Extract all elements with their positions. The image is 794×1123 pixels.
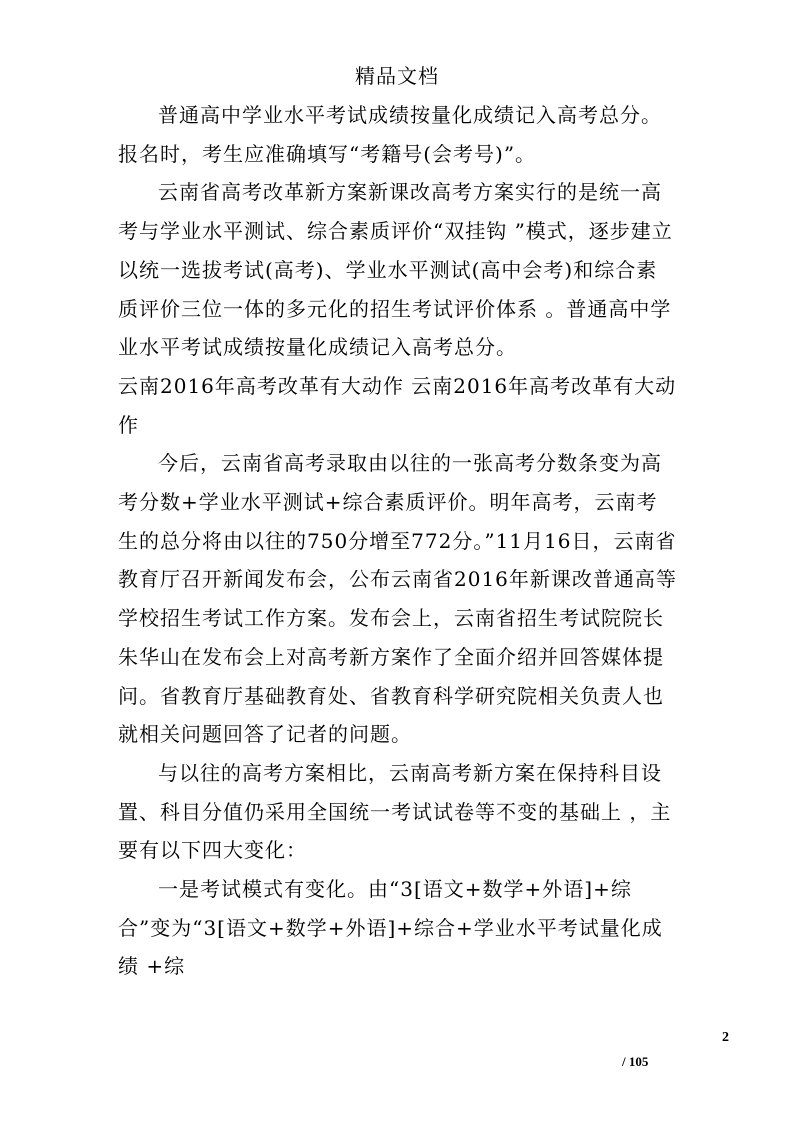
document-body (118, 96, 678, 986)
paragraph-title: 云南2016年高考改革有大动作 云南2016年高考改革有大动作 (118, 373, 677, 437)
paragraph-3: 今后，云南省高考录取由以往的一张高考分数条变为高考分数+学业水平测试+综合素质评价。明年高考，云南考生的总分将由以往的750分增至772分。”11月16日，云南省教育厅召开新闻发布会，公布云南省2016年新课改普通高等学校招生考试工作方案。发布会上，云南省招生考试院院长朱华山在发布会上对高考新方案作了全面介绍并回答媒体提问。省教育厅基础教育处、省教育科学研究院相关负责人也就相关问题回答了记者的问题。 (118, 451, 677, 747)
page-header: 精品文档 (355, 64, 439, 88)
paragraph-5: 一是考试模式有变化。由“3[语文+数学+外语]+综合”变为“3[语文+数学+外语]+综合+学业水平考试量化成绩 +综 (118, 877, 663, 979)
paragraph-1: 普通高中学业水平考试成绩按量化成绩记入高考总分。报名时，考生应准确填写“考籍号(会考号)”。 (118, 103, 662, 166)
paragraph-4: 与以往的高考方案相比，云南高考新方案在保持科目设置、科目分值仍采用全国统一考试试卷等不变的基础上 ，主要有以下四大变化： (118, 760, 672, 863)
page-total: / 105 (622, 1054, 649, 1069)
page-number: 2 (722, 1030, 729, 1045)
paragraph-2: 云南省高考改革新方案新课改高考方案实行的是统一高考与学业水平测试、综合素质评价“双挂钩 ”模式，逐步建立以统一选拔考试(高考)、学业水平测试(高中会考)和综合素质评价三位一体的多元化的招生考试评价体系 。普通高中学业水平考试成绩按量化成绩记入高考总分。 (118, 180, 673, 360)
